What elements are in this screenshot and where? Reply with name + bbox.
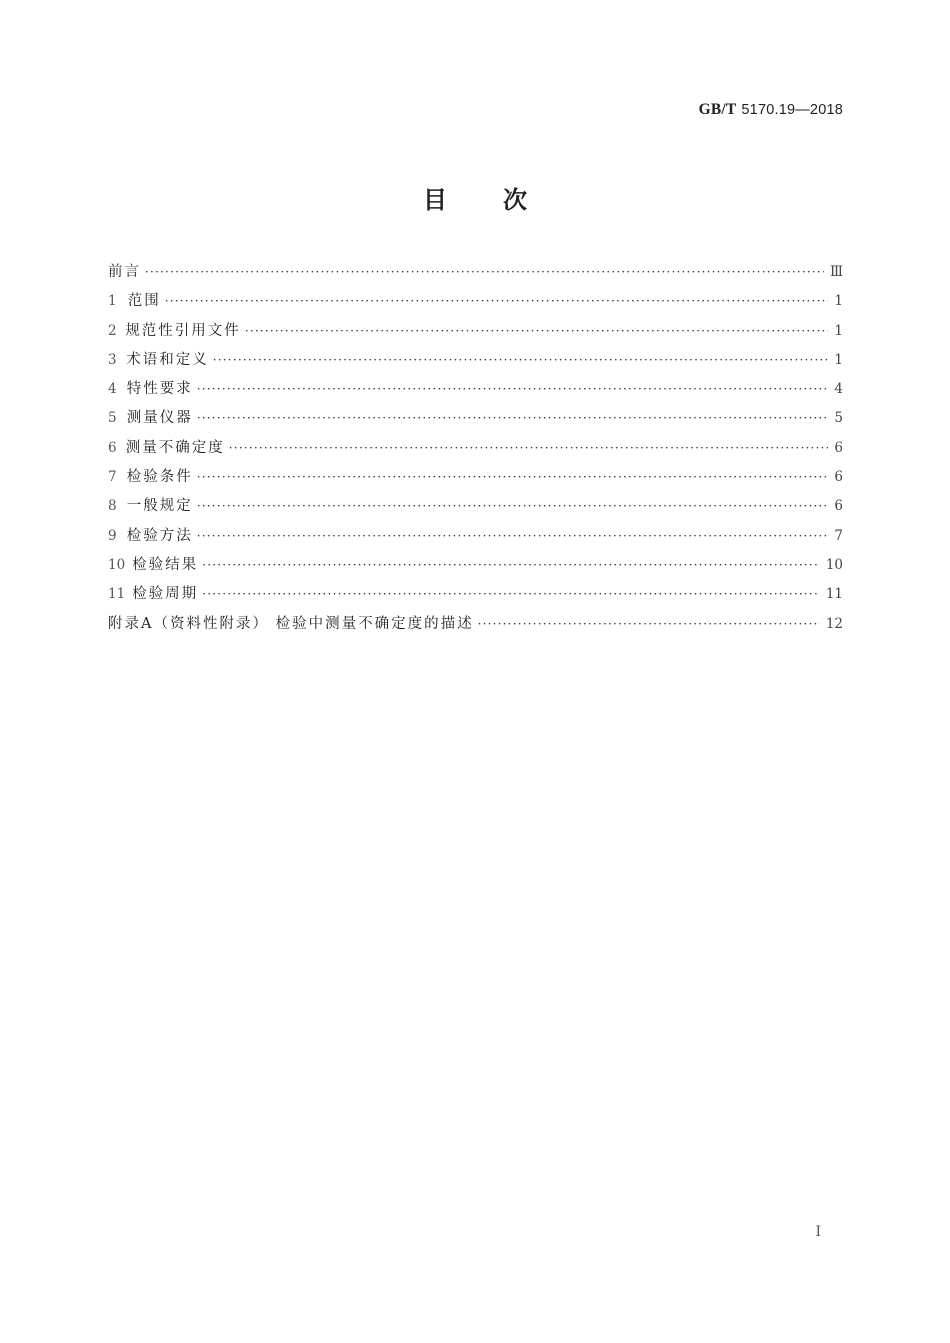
toc-entry-label: 特性要求	[126, 381, 193, 398]
toc-entry-number: 9	[108, 527, 117, 544]
title-char-1: 目	[423, 186, 447, 214]
toc-entry-page: 7	[834, 527, 843, 544]
toc-entry-foreword[interactable]	[108, 258, 843, 287]
toc-entry-page: 1	[834, 351, 843, 368]
page-number: I	[815, 1224, 821, 1240]
toc-leader-dots	[145, 258, 824, 287]
toc-leader-dots	[197, 522, 829, 551]
toc-leader-dots	[197, 375, 829, 404]
toc-entry-label: 检验周期	[132, 586, 199, 603]
toc-entry-page: 6	[834, 498, 843, 515]
toc-leader-dots	[245, 317, 829, 346]
toc-entry-label: 测量不确定度	[125, 439, 225, 456]
toc-entry-number: 1	[108, 293, 117, 310]
toc-entry-page: 4	[834, 381, 843, 398]
standard-prefix: GB/T	[698, 101, 737, 118]
toc-entry-label: 附录A（资料性附录） 检验中测量不确定度的描述	[108, 615, 474, 632]
toc-entry-number: 3	[108, 351, 117, 368]
toc-entry-number: 8	[108, 498, 117, 515]
toc-leader-dots	[202, 551, 820, 580]
toc-leader-dots	[197, 463, 829, 492]
toc-leader-dots	[165, 287, 829, 316]
toc-entry-number: 2	[108, 322, 117, 339]
toc-entry-page: Ⅲ	[829, 264, 843, 280]
toc-leader-dots	[197, 492, 829, 521]
toc-entry-page: 6	[834, 439, 843, 456]
toc-entry-9[interactable]	[108, 522, 843, 551]
toc-leader-dots	[197, 404, 829, 433]
toc-entry-label: 一般规定	[126, 498, 193, 515]
toc-entry-label: 规范性引用文件	[125, 322, 241, 339]
toc-entry-page: 6	[834, 469, 843, 486]
toc-entry-8[interactable]	[108, 492, 843, 521]
standard-number: 5170.19—2018	[741, 102, 843, 118]
toc-entry-label: 范围	[127, 293, 161, 310]
toc-entry-1[interactable]	[108, 287, 843, 316]
toc-leader-dots	[478, 610, 820, 639]
toc-entry-page: 1	[834, 322, 843, 339]
toc-entry-page: 1	[834, 293, 843, 310]
toc-entry-number: 7	[108, 469, 117, 486]
toc-entry-annex-a[interactable]	[108, 610, 843, 639]
table-of-contents	[108, 258, 843, 639]
toc-entry-number: 11	[108, 586, 126, 603]
toc-entry-number: 6	[108, 439, 117, 456]
toc-entry-4[interactable]	[108, 375, 843, 404]
toc-entry-page: 12	[825, 615, 843, 632]
page-title	[0, 180, 950, 215]
toc-entry-7[interactable]	[108, 463, 843, 492]
toc-entry-10[interactable]	[108, 551, 843, 580]
toc-entry-11[interactable]	[108, 580, 843, 609]
toc-entry-label: 检验方法	[126, 527, 193, 544]
toc-entry-6[interactable]	[108, 434, 843, 463]
toc-entry-label: 检验条件	[126, 469, 193, 486]
toc-entry-page: 11	[825, 586, 843, 603]
toc-leader-dots	[202, 580, 820, 609]
toc-entry-label: 前言	[108, 264, 141, 280]
toc-entry-page: 5	[834, 410, 843, 427]
toc-leader-dots	[229, 434, 829, 463]
toc-entry-3[interactable]	[108, 346, 843, 375]
toc-entry-2[interactable]	[108, 317, 843, 346]
toc-entry-label: 测量仪器	[126, 410, 193, 427]
toc-entry-page: 10	[825, 556, 843, 573]
toc-entry-label: 检验结果	[132, 556, 199, 573]
toc-entry-label: 术语和定义	[126, 351, 209, 368]
standard-code	[699, 100, 843, 119]
toc-leader-dots	[213, 346, 829, 375]
toc-entry-number: 10	[108, 556, 126, 573]
toc-entry-5[interactable]	[108, 404, 843, 433]
toc-entry-number: 5	[108, 410, 117, 427]
title-char-2: 次	[503, 186, 527, 214]
toc-entry-number: 4	[108, 381, 117, 398]
